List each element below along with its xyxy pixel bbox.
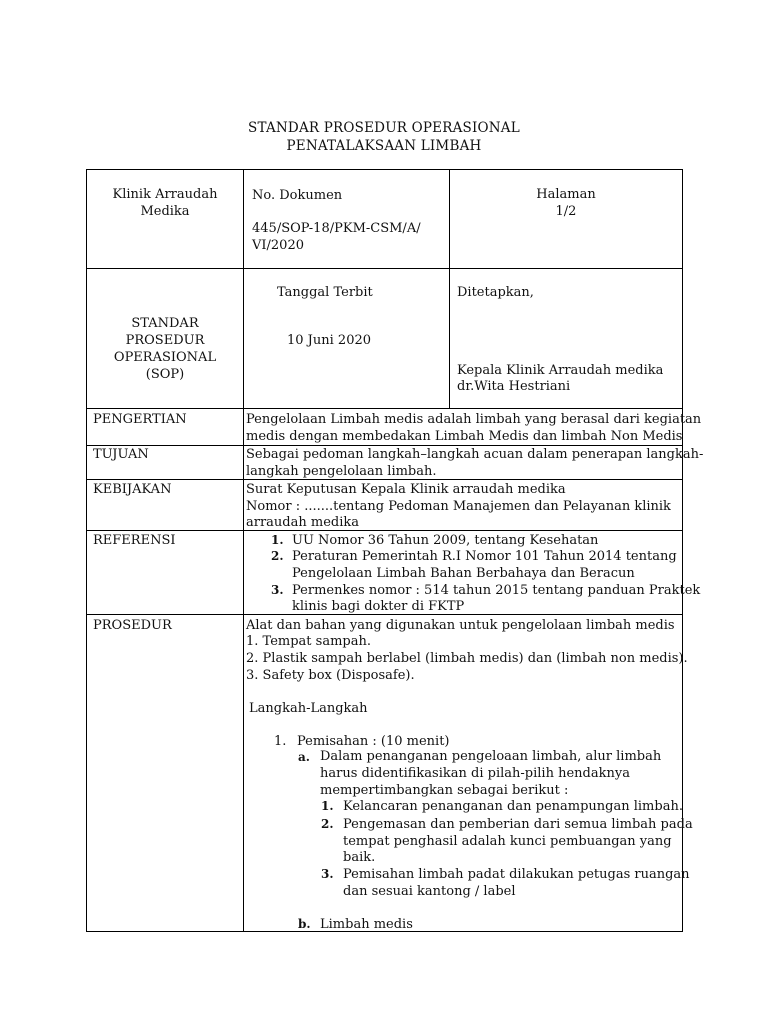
referensi-item-number: 1. — [271, 533, 284, 547]
step-number: 1. — [274, 734, 287, 749]
table-column-divider-header — [449, 169, 450, 408]
referensi-item-number: 2. — [271, 549, 284, 563]
issue-date-label: Tanggal Terbit — [277, 285, 373, 300]
point-number: 1. — [321, 799, 334, 813]
row-label-pengertian: PENGERTIAN — [93, 412, 187, 427]
substep-a-line2: harus didentifikasikan di pilah-pilih hendaknya — [320, 766, 630, 781]
point-text: Pemisahan limbah padat dilakukan petugas ruangan — [343, 867, 690, 882]
referensi-item-text-cont: Pengelolaan Limbah Bahan Berbahaya dan Beracun — [292, 566, 635, 581]
approver-title: Kepala Klinik Arraudah medika — [457, 363, 664, 378]
steps-heading: Langkah-Langkah — [249, 701, 368, 716]
substep-letter: a. — [298, 750, 310, 764]
pengertian-text-line1: Pengelolaan Limbah medis adalah limbah yang berasal dari kegiatan — [246, 412, 702, 427]
document-number-line1: 445/SOP-18/PKM-CSM/A/ — [252, 221, 421, 236]
document-number-label: No. Dokumen — [252, 188, 343, 203]
point-text: Kelancaran penanganan dan penampungan limbah. — [343, 799, 683, 814]
issue-date-value: 10 Juni 2020 — [287, 333, 372, 348]
point-text: Pengemasan dan pemberian dari semua limbah pada — [343, 817, 693, 832]
kebijakan-text-line2: Nomor : .......tentang Pedoman Manajemen dan Pelayanan klinik — [246, 499, 671, 514]
document-title-line1: STANDAR PROSEDUR OPERASIONAL — [248, 120, 520, 136]
substep-letter: b. — [298, 917, 311, 931]
document-number-line2: VI/2020 — [252, 238, 304, 253]
sop-label-line3: OPERASIONAL — [113, 350, 217, 365]
page-label: Halaman — [536, 187, 596, 202]
sop-label-line1: STANDAR — [131, 316, 199, 331]
tujuan-text-line1: Sebagai pedoman langkah–langkah acuan dalam penerapan langkah- — [246, 447, 704, 462]
substep-a-line3: mempertimbangkan sebagai berikut : — [320, 783, 569, 798]
referensi-item-text: Permenkes nomor : 514 tahun 2015 tentang panduan Praktek — [292, 583, 701, 598]
kebijakan-text-line1: Surat Keputusan Kepala Klinik arraudah medika — [246, 482, 566, 497]
step-label: Pemisahan : (10 menit) — [297, 734, 450, 749]
pengertian-text-line2: medis dengan membedakan Limbah Medis dan limbah Non Medis — [246, 429, 683, 444]
point-number: 2. — [321, 817, 334, 831]
sop-label-line4: (SOP) — [145, 367, 185, 382]
prosedur-tool-item: 1. Tempat sampah. — [246, 634, 371, 649]
point-number: 3. — [321, 867, 334, 881]
referensi-item-text-cont: klinis bagi dokter di FKTP — [292, 599, 465, 614]
table-row-divider — [86, 268, 683, 269]
approved-label: Ditetapkan, — [457, 285, 534, 300]
point-text-cont: tempat penghasil adalah kunci pembuangan yang — [343, 834, 672, 849]
document-title-line2: PENATALAKSAAN LIMBAH — [286, 138, 482, 154]
prosedur-intro: Alat dan bahan yang digunakan untuk pengelolaan limbah medis — [246, 618, 675, 633]
tujuan-text-line2: langkah pengelolaan limbah. — [246, 464, 437, 479]
approver-name: dr.Wita Hestriani — [457, 379, 571, 394]
sop-label-line2: PROSEDUR — [125, 333, 205, 348]
row-label-referensi: REFERENSI — [93, 533, 176, 548]
table-row-divider — [86, 530, 683, 531]
prosedur-tool-item: 3. Safety box (Disposafe). — [246, 668, 415, 683]
point-text-cont: dan sesuai kantong / label — [343, 884, 516, 899]
table-column-divider — [243, 169, 244, 932]
table-row-divider — [86, 408, 683, 409]
row-label-tujuan: TUJUAN — [93, 447, 149, 462]
page-number: 1/2 — [555, 204, 577, 219]
clinic-name-line2: Medika — [140, 204, 190, 219]
referensi-item-text: UU Nomor 36 Tahun 2009, tentang Kesehatan — [292, 533, 599, 548]
row-label-prosedur: PROSEDUR — [93, 618, 172, 633]
kebijakan-text-line3: arraudah medika — [246, 515, 360, 530]
substep-a-line1: Dalam penanganan pengeloaan limbah, alur limbah — [320, 749, 662, 764]
row-label-kebijakan: KEBIJAKAN — [93, 482, 172, 497]
referensi-item-text: Peraturan Pemerintah R.I Nomor 101 Tahun 2014 tentang — [292, 549, 677, 564]
prosedur-tool-item: 2. Plastik sampah berlabel (limbah medis) dan (limbah non medis). — [246, 651, 688, 666]
substep-b-label: Limbah medis — [320, 917, 413, 932]
clinic-name-line1: Klinik Arraudah — [112, 187, 218, 202]
point-text-cont: baik. — [343, 850, 376, 865]
referensi-item-number: 3. — [271, 583, 284, 597]
